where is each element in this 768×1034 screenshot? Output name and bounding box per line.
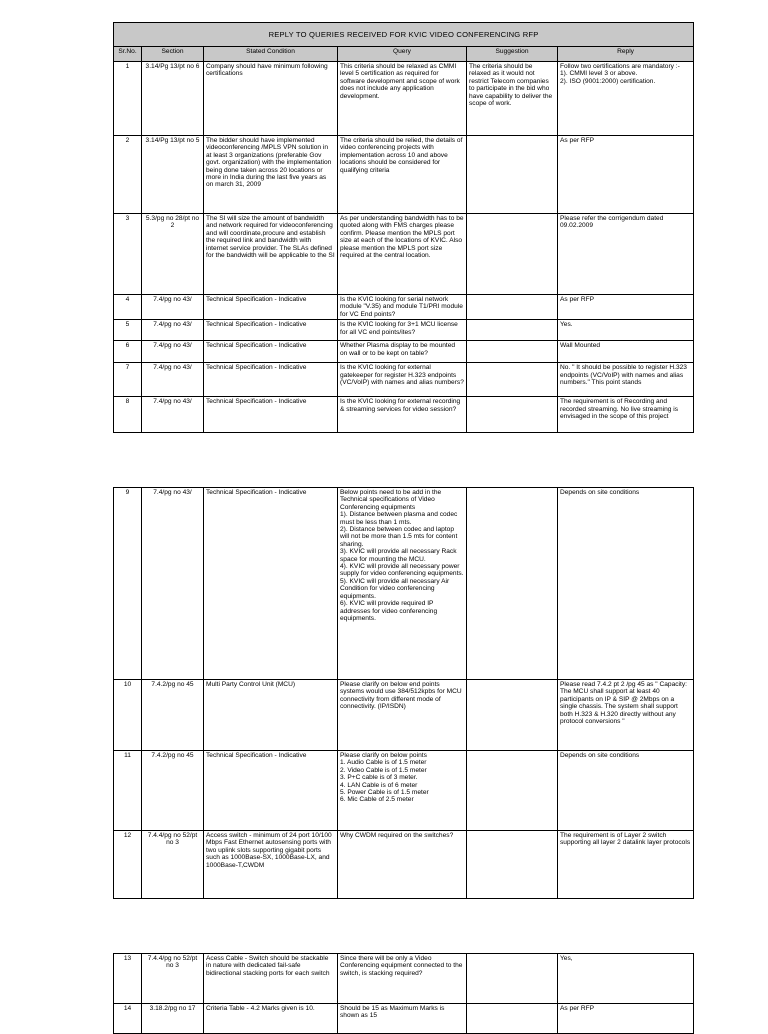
row-query: This criteria should be relaxed as CMMI level 5 certification as required for software development and scope of work does not include any application development. [338, 62, 467, 136]
row-query: Is the KVIC looking for external recording & streaming services for video session? [338, 397, 467, 433]
table-row [114, 62, 694, 136]
column-header-srno: Sr.No. [114, 47, 142, 62]
reply-table-page-3 [113, 953, 694, 1034]
table-row [114, 214, 694, 295]
row-suggestion: The criteria should be relaxed as it would not restrict Telecom companies to participate in the bid who have capability to deliver the scope of work. [467, 62, 558, 136]
row-suggestion [467, 214, 558, 295]
table-row [114, 1004, 694, 1034]
row-stated-condition: Acess Cable - Switch should be stackable in nature with dedicated fail-safe bidirectional stacking ports for each switch [204, 954, 338, 1004]
row-srno: 1 [114, 62, 142, 136]
row-reply: Yes, [558, 954, 694, 1004]
row-query: Is the KVIC looking for serial network module "V.35) and module T1/PRI module for VC End points? [338, 295, 467, 320]
table-row [114, 363, 694, 397]
row-stated-condition: Technical Specification - Indicative [204, 363, 338, 397]
row-suggestion [467, 954, 558, 1004]
row-reply: No. " It should be possible to register H.323 endpoints (VC/VoIP) with names and alias numbers." This point stands [558, 363, 694, 397]
row-reply: Please refer the corrigendum dated 09.02.2009 [558, 214, 694, 295]
row-srno: 4 [114, 295, 142, 320]
row-section: 3.14/Pg 13/pt no 5 [142, 136, 204, 214]
row-srno: 12 [114, 831, 142, 899]
column-header-stated-condition: Stated Condition [204, 47, 338, 62]
row-section: 7.4/pg no 43/ [142, 341, 204, 363]
row-srno: 2 [114, 136, 142, 214]
row-suggestion [467, 363, 558, 397]
row-query: Whether Plasma display to be mounted on wall or to be kept on table? [338, 341, 467, 363]
row-reply: Yes. [558, 320, 694, 341]
table-row [114, 831, 694, 899]
row-section: 7.4/pg no 43/ [142, 488, 204, 680]
reply-table-page-2 [113, 487, 694, 899]
table-row [114, 136, 694, 214]
row-reply: As per RFP [558, 1004, 694, 1034]
row-section: 7.4.2/pg no 45 [142, 751, 204, 831]
table-row [114, 397, 694, 433]
row-reply: As per RFP [558, 295, 694, 320]
row-reply: Wall Mounted [558, 341, 694, 363]
row-suggestion [467, 295, 558, 320]
row-query: Is the KVIC looking for 3+1 MCU license for all VC end points/ites? [338, 320, 467, 341]
row-stated-condition: Technical Specification - Indicative [204, 341, 338, 363]
row-query: Why CWDM required on the switches? [338, 831, 467, 899]
row-stated-condition: Company should have minimum following certifications [204, 62, 338, 136]
row-section: 3.14/Pg 13/pt no 6 [142, 62, 204, 136]
row-suggestion [467, 680, 558, 751]
row-suggestion [467, 397, 558, 433]
row-stated-condition: Technical Specification - Indicative [204, 488, 338, 680]
reply-table-page-1 [113, 22, 694, 433]
row-section: 7.4/pg no 43/ [142, 320, 204, 341]
row-query: As per understanding bandwidth has to be quoted along with FMS charges please confirm. Please mention the MPLS port size at each of the locations of KVIC. Also please mention the MPLS port size required at the central location. [338, 214, 467, 295]
row-section: 5.3/pg no 28/pt no 2 [142, 214, 204, 295]
row-reply: The requirement is of Layer 2 switch supporting all layer 2 datalink layer protocols [558, 831, 694, 899]
row-srno: 8 [114, 397, 142, 433]
row-query: The criteria should be relied, the details of video conferencing projects with implementation across 10 and above locations should be considered for qualifying criteria [338, 136, 467, 214]
row-reply: The requirement is of Recording and recorded streaming. No live streaming is envisaged in the scope of this project [558, 397, 694, 433]
row-stated-condition: Multi Party Control Unit (MCU) [204, 680, 338, 751]
row-section: 7.4/pg no 43/ [142, 363, 204, 397]
row-srno: 10 [114, 680, 142, 751]
table-row [114, 680, 694, 751]
row-stated-condition: Technical Specification - Indicative [204, 295, 338, 320]
row-query: Below points need to be add in the Technical specifications of Video Conferencing equipments 1). Distance between plasma and codec must be less than 1 mts. 2). Distance between codec and laptop will not be more than 1.5 mts for content sharing. 3). KVIC will provide all necessary Rack space for mounting the MCU. 4). KVIC will provide all necessary power supply for video conferencing equipments. 5). KVIC will provide all necessary Air Condition for video conferencing equipments. 6). KVIC will provide required IP addresses for video conferencing equipments. [338, 488, 467, 680]
column-header-suggestion: Suggestion [467, 47, 558, 62]
column-header-section: Section [142, 47, 204, 62]
row-srno: 5 [114, 320, 142, 341]
table-row [114, 488, 694, 680]
row-reply: Follow two certifications are mandatory :- 1). CMMI level 3 or above. 2). ISO (9001:2000) certification. [558, 62, 694, 136]
row-suggestion [467, 136, 558, 214]
row-section: 7.4.4/pg no 52/pt no 3 [142, 954, 204, 1004]
row-srno: 3 [114, 214, 142, 295]
row-stated-condition: Technical Specification - Indicative [204, 320, 338, 341]
row-srno: 9 [114, 488, 142, 680]
row-query: Please clarify on below end points systems would use 384/512kpbs for MCU connectivity from different mode of connectivity. (IP/ISDN) [338, 680, 467, 751]
row-reply: Please read 7.4.2 pt 2 /pg 45 as " Capacity: The MCU shall support at least 40 participants on IP & SIP @ 2Mbps on a single chassis. The system shall support both H.323 & H.320 directly without any protocol conversions " [558, 680, 694, 751]
row-query: Should be 15 as Maximum Marks is shown as 15 [338, 1004, 467, 1034]
table-title: REPLY TO QUERIES RECEIVED FOR KVIC VIDEO CONFERENCING RFP [114, 23, 694, 47]
row-section: 7.4/pg no 43/ [142, 295, 204, 320]
row-query: Is the KVIC looking for external gatekeeper for register H.323 endpoints (VC/VoIP) with names and alias numbers? [338, 363, 467, 397]
row-section: 7.4.2/pg no 45 [142, 680, 204, 751]
row-suggestion [467, 320, 558, 341]
row-srno: 7 [114, 363, 142, 397]
row-srno: 6 [114, 341, 142, 363]
table-row [114, 320, 694, 341]
row-stated-condition: The bidder should have implemented videoconferencing /MPLS VPN solution in at least 3 organizations (preferable Gov govt. organization) with the implementation being done taken across 20 locations or more in India during the last five years as on march 31, 2009 [204, 136, 338, 214]
row-srno: 14 [114, 1004, 142, 1034]
row-stated-condition: Technical Specification - Indicative [204, 397, 338, 433]
row-query: Please clarify on below points 1. Audio Cable is of 1.5 meter 2. Video Cable is of 1.5 meter 3. P+C cable is of 3 meter. 4. LAN Cable is of 6 meter 5. Power Cable is of 1.5 meter 6. Mic Cable of 2.5 meter [338, 751, 467, 831]
table-row [114, 341, 694, 363]
row-suggestion [467, 751, 558, 831]
row-section: 7.4.4/pg no 52/pt no 3 [142, 831, 204, 899]
row-query: Since there will be only a Video Conferencing equipment connected to the switch, is stacking required? [338, 954, 467, 1004]
table-row [114, 954, 694, 1004]
row-stated-condition: Technical Specification - Indicative [204, 751, 338, 831]
row-stated-condition: Access switch - minimum of 24 port 10/100 Mbps Fast Ethernet autosensing ports with two uplink slots supporting gigabit ports such as 1000Base-SX, 1000Base-LX, and 1000Base-T,CWDM [204, 831, 338, 899]
row-srno: 11 [114, 751, 142, 831]
column-header-query: Query [338, 47, 467, 62]
row-stated-condition: Criteria Table - 4.2 Marks given is 10. [204, 1004, 338, 1034]
row-reply: As per RFP [558, 136, 694, 214]
row-section: 7.4/pg no 43/ [142, 397, 204, 433]
row-srno: 13 [114, 954, 142, 1004]
row-stated-condition: The SI will size the amount of bandwidth and network required for videoconferencing and will coordinate,procure and establish the required link and bandwidth with internet service provider. The SLAs defined for the bandwidth will be applicable to the SI [204, 214, 338, 295]
row-suggestion [467, 1004, 558, 1034]
row-reply: Depends on site conditions [558, 488, 694, 680]
row-reply: Depends on site conditions [558, 751, 694, 831]
row-suggestion [467, 831, 558, 899]
row-suggestion [467, 341, 558, 363]
row-section: 3.18.2/pg no 17 [142, 1004, 204, 1034]
table-row [114, 751, 694, 831]
column-header-reply: Reply [558, 47, 694, 62]
table-row [114, 295, 694, 320]
row-suggestion [467, 488, 558, 680]
